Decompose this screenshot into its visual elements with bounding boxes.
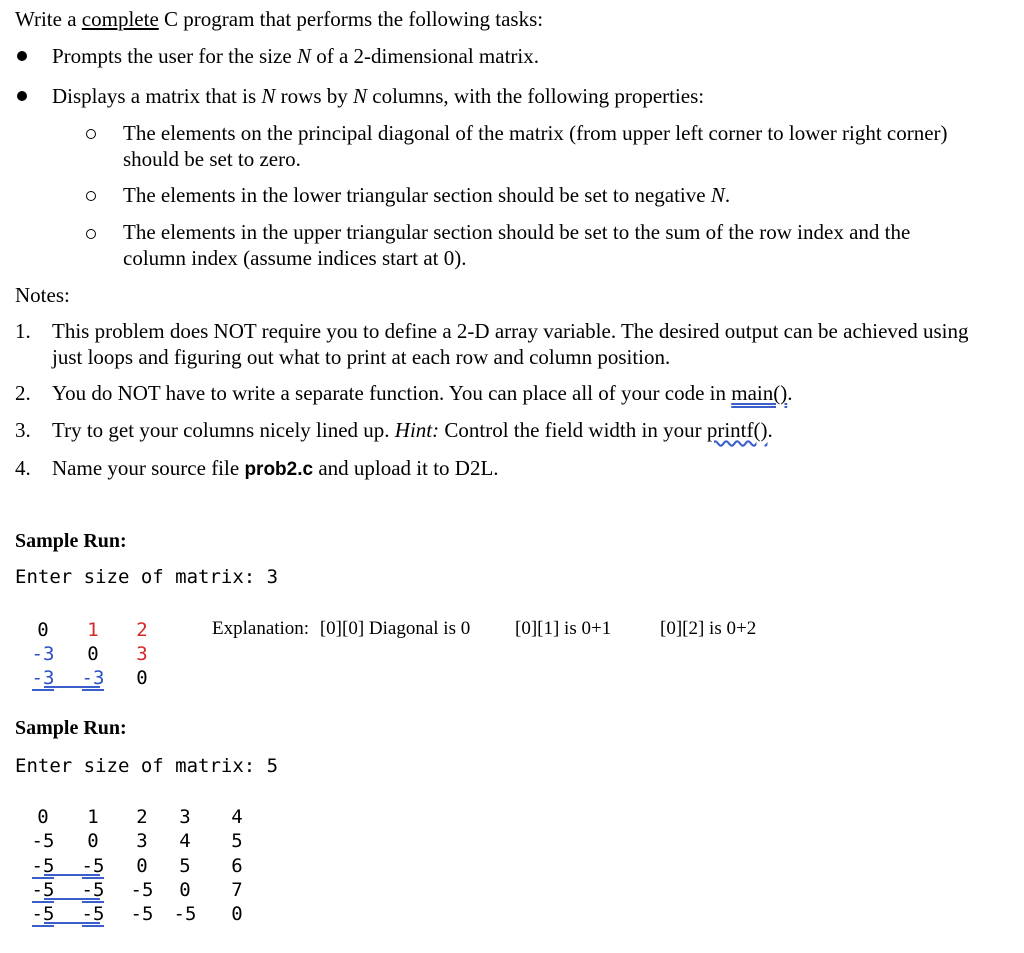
underline-link bbox=[44, 874, 100, 876]
sample-1-heading: Sample Run: bbox=[15, 530, 127, 552]
sub-item-1: The elements on the principal diagonal of the matrix (from upper left corner to lower right corner) should be set to zero. bbox=[123, 121, 948, 171]
note-3-after: . bbox=[767, 418, 773, 442]
matrix-cell-text: -3 bbox=[31, 667, 55, 689]
bullet-2-before: Displays a matrix that is bbox=[52, 84, 262, 108]
sub-2-after: . bbox=[724, 183, 731, 207]
matrix-cell-text: -5 bbox=[81, 903, 105, 925]
matrix-cell: 3 bbox=[136, 830, 148, 852]
explanation bbox=[212, 616, 470, 642]
matrix-cell: 0 bbox=[87, 643, 99, 665]
intro-underlined: complete bbox=[81, 7, 159, 31]
matrix-cell-text: -5 bbox=[31, 903, 55, 925]
matrix-cell: 4 bbox=[179, 830, 191, 852]
matrix-cell: -5 bbox=[31, 830, 55, 852]
matrix-cell: 6 bbox=[231, 855, 243, 877]
matrix-cell: 0 bbox=[231, 903, 243, 925]
explanation-label: Explanation: bbox=[212, 618, 310, 639]
matrix-cell-text: -3 bbox=[81, 667, 105, 689]
matrix-cell: 1 bbox=[87, 619, 99, 641]
note-2-func: main() bbox=[731, 381, 788, 405]
bullet-dot bbox=[17, 91, 27, 101]
matrix-cell: 0 bbox=[136, 667, 148, 689]
matrix-cell-text: -5 bbox=[81, 879, 105, 901]
matrix-cell: -5 bbox=[173, 903, 197, 925]
bullet-2-var1: N bbox=[261, 84, 276, 108]
matrix-cell: -5 bbox=[130, 879, 154, 901]
note-4-text bbox=[52, 455, 499, 483]
underline-link bbox=[44, 686, 100, 688]
note-4-file: prob2.c bbox=[244, 459, 314, 480]
note-3-before: Try to get your columns nicely lined up. bbox=[52, 418, 395, 442]
matrix-cell: 1 bbox=[87, 806, 99, 828]
note-2-num: 2. bbox=[15, 381, 31, 405]
matrix-cell: 4 bbox=[231, 806, 243, 828]
note-1-num: 1. bbox=[15, 319, 31, 343]
matrix-cell: 2 bbox=[136, 806, 148, 828]
matrix-cell: 0 bbox=[37, 619, 49, 641]
sample-2-prompt: Enter size of matrix: 5 bbox=[15, 755, 279, 777]
matrix-cell: 3 bbox=[179, 806, 191, 828]
matrix-cell: 0 bbox=[179, 879, 191, 901]
note-4-before: Name your source file bbox=[52, 456, 245, 480]
matrix-cell: -3 bbox=[31, 643, 55, 665]
sub-2-before: The elements in the lower triangular section should be set to negative bbox=[123, 183, 711, 207]
notes-heading: Notes: bbox=[15, 283, 70, 307]
note-1-text: This problem does NOT require you to define a 2-D array variable. The desired output can be achieved using just loops and figuring out what to print at each row and column position. bbox=[52, 319, 969, 369]
bullet-2-after: columns, with the following properties: bbox=[367, 84, 705, 108]
matrix-cell: -5 bbox=[130, 903, 154, 925]
bullet-dot bbox=[17, 51, 27, 61]
bullet-1 bbox=[52, 43, 539, 69]
note-2-after: . bbox=[787, 381, 793, 405]
bullet-2-var2: N bbox=[353, 84, 368, 108]
matrix-cell: 0 bbox=[87, 830, 99, 852]
note-3-hint: Hint: bbox=[394, 418, 440, 442]
matrix-cell: 5 bbox=[231, 830, 243, 852]
explanation-e2: [0][1] is 0+1 bbox=[515, 618, 612, 639]
underline-link bbox=[44, 898, 100, 900]
matrix-cell-text: -5 bbox=[31, 879, 55, 901]
matrix-cell: 3 bbox=[136, 643, 148, 665]
sub-2-var: N bbox=[710, 183, 725, 207]
matrix-cell-text: -5 bbox=[31, 855, 55, 877]
sub-item-2 bbox=[123, 182, 730, 208]
circle-bullet bbox=[86, 129, 96, 139]
intro-line bbox=[15, 6, 543, 32]
note-4-after: and upload it to D2L. bbox=[313, 456, 499, 480]
sub-item-3: The elements in the upper triangular section should be set to the sum of the row index and the column index (assume indices start at 0). bbox=[123, 220, 911, 270]
matrix-cell: 2 bbox=[136, 619, 148, 641]
note-4-num: 4. bbox=[15, 456, 31, 480]
bullet-1-before: Prompts the user for the size bbox=[52, 44, 297, 68]
bullet-2 bbox=[52, 83, 704, 109]
note-3-text bbox=[52, 417, 773, 443]
sample-1-prompt: Enter size of matrix: 3 bbox=[15, 566, 279, 588]
circle-bullet bbox=[86, 229, 96, 239]
note-3-mid: Control the field width in your bbox=[439, 418, 707, 442]
note-3-func: printf() bbox=[706, 418, 768, 442]
matrix-cell: 7 bbox=[231, 879, 243, 901]
explanation-e3: [0][2] is 0+2 bbox=[660, 618, 757, 639]
note-2-text bbox=[52, 380, 792, 406]
intro-before: Write a bbox=[15, 7, 82, 31]
note-2-before: You do NOT have to write a separate function. You can place all of your code in bbox=[52, 381, 732, 405]
bullet-1-var: N bbox=[296, 44, 311, 68]
intro-after: C program that performs the following tasks: bbox=[158, 7, 544, 31]
matrix-cell: 0 bbox=[136, 855, 148, 877]
bullet-2-mid: rows by bbox=[275, 84, 353, 108]
matrix-cell-text: -5 bbox=[81, 855, 105, 877]
note-3-num: 3. bbox=[15, 418, 31, 442]
underline-link bbox=[44, 922, 100, 924]
matrix-cell: 5 bbox=[179, 855, 191, 877]
sample-2-heading: Sample Run: bbox=[15, 717, 127, 739]
explanation-e1: [0][0] Diagonal is 0 bbox=[319, 618, 471, 639]
matrix-cell: 0 bbox=[37, 806, 49, 828]
bullet-1-after: of a 2-dimensional matrix. bbox=[310, 44, 539, 68]
circle-bullet bbox=[86, 191, 96, 201]
